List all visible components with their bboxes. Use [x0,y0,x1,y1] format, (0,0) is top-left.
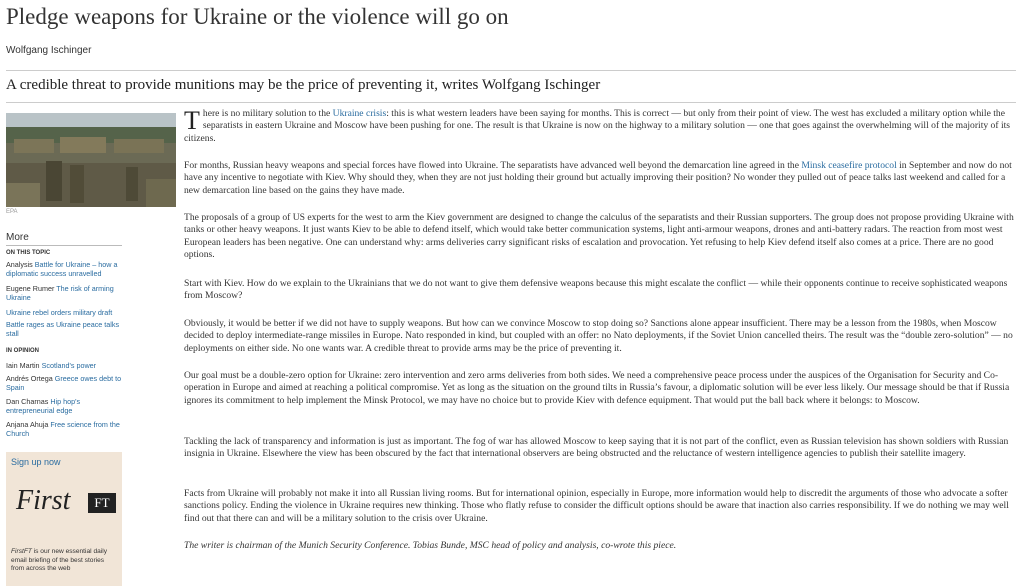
author-note: The writer is chairman of the Munich Security Conference. Tobias Bunde, MSC head of policy and analysis, co-wrote this piece. [184,540,677,551]
opinion-link[interactable]: Iain Martin Scotland's power [6,361,97,370]
ukraine-crisis-link[interactable]: Ukraine crisis [332,108,387,119]
signup-link[interactable]: Sign up now [11,457,61,467]
article-paragraph: There is no military solution to the Ukraine crisis: this is what western leaders have been saying for months. This is correct — but only from their point of view. The west has excluded a military option while the separatists in eastern Ukraine and Moscow have been pushing for one. The result is that Ukraine is now on the highway to a military solution — one that goes against the overwhelming will of the majority of its citizens. [184,106,1011,144]
photo-credit: EPA [6,209,18,215]
in-opinion-heading: IN OPINION [6,348,40,354]
logo-first-text: First [16,485,71,516]
article-paragraph: Start with Kiev. How do we explain to the Ukrainians that we do not want to give them defensive weapons because this might escalate the conflict — while their opponents continue to receive sophisticated weapons from Moscow? [184,278,1008,302]
divider [6,245,122,246]
article-photo [6,113,176,207]
article-paragraph: The proposals of a group of US experts for the west to arm the Kiev government are designed to change the calculus of the separatists and their Russian supporters. The group does not propose providing Ukraine with tanks or other heavy weapons. It just wants Kiev to be able to defend itself, which would take better communication systems, light anti-armour weapons, drones and anti-battery radars. The reaction from most west European leaders has been negative. One can understand why: arms deliveries carry significant risks of escalation and provocation. Yet refusing to help Kiev defend itself also comes at a price. There are no good options. [184,212,1014,260]
divider [6,102,1016,103]
headline: Pledge weapons for Ukraine or the violence will go on [6,4,509,29]
opinion-link[interactable]: Dan Charnas Hip hop's entrepreneurial edge [6,397,81,415]
article-paragraph: For months, Russian heavy weapons and special forces have flowed into Ukraine. The separatists have advanced well beyond the demarcation line agreed in the Minsk ceasefire protocol in September and now do not have any incentive to negotiate with Kiev. Why should they, when they are not just holding their ground but actually improving their position? No wonder they pulled out of peace talks last weekend and called for a new demarcation line based on the gains they have made. [184,160,1012,196]
drop-cap: T [184,106,200,135]
firstft-signup-box[interactable] [6,452,122,586]
related-link[interactable]: Ukraine rebel orders military draft [6,308,113,317]
on-this-topic-heading: ON THIS TOPIC [6,250,51,256]
signup-description: FirstFT is our new essential daily email briefing of the best stories from across the web [11,548,108,572]
minsk-protocol-link[interactable]: Minsk ceasefire protocol [801,160,897,171]
article-paragraph: Tackling the lack of transparency and information is just as important. The fog of war has allowed Moscow to keep saying that it is not part of the conflict, even as Russian television has shown soldiers with Russian insignia in Ukraine. Elsewhere the view has been obscured by the fact that international observers are being obstructed and the reluctance of western intelligence agencies to publish their satellite imagery. [184,436,1009,460]
article-paragraph: Our goal must be a double-zero option for Ukraine: zero intervention and zero arms deliveries from both sides. We need a comprehensive peace process under the auspices of the Organisation for Security and Co-operation in Europe and aimed at reaching a political compromise. Yet as long as the situation on the ground tilts in Russia’s favour, a diplomatic solution will be ever less likely. Our message should be that if Russia ignores its commitment to help implement the Minsk Protocol, we may have no choice but to provide Kiev with defence equipment. That would put the ball back where it belongs: to Moscow. [184,370,1010,406]
related-link[interactable]: Eugene Rumer The risk of arming Ukraine [6,284,114,302]
related-link[interactable]: Analysis Battle for Ukraine – how a diplomatic success unravelled [6,260,118,278]
article-paragraph: Facts from Ukraine will probably not make it into all Russian living rooms. But for international opinion, especially in Europe, more information would help to discredit the arguments of those who advocate a softer sanctions policy. Ending the violence in Ukraine requires new thinking. Those who flatly refuse to consider the difficult options should be aware that inaction also carries responsibility. If we do nothing we may well find out that there can and will be a military solution to the crisis over Ukraine. [184,488,1009,524]
opinion-link[interactable]: Anjana Ahuja Free science from the Church [6,420,120,438]
article-paragraph: Obviously, it would be better if we did not have to supply weapons. But how can we convince Moscow to stop doing so? Sanctions alone appear insufficient. There may be a lesson from the 1980s, when Moscow decided to deploy intermediate-range missiles in Europe. Nato responded in kind, but coupled with an offer: no Nato deployments, if the Soviet Union cancelled theirs. The result was the “double zero-solution” — no deployments on either side. No one wants war. A credible threat to provide arms may be the price of preventing it. [184,318,1013,354]
related-link[interactable]: Battle rages as Ukraine peace talks stall [6,320,120,338]
byline[interactable]: Wolfgang Ischinger [6,45,92,56]
opinion-link[interactable]: Andrés Ortega Greece owes debt to Spain [6,374,122,392]
more-heading: More [6,232,29,243]
ft-logo-mark: FT [88,493,116,513]
firstft-logo[interactable] [16,485,116,519]
standfirst: A credible threat to provide munitions may be the price of preventing it, writes Wolfgang Ischinger [6,77,601,93]
divider [6,70,1016,71]
